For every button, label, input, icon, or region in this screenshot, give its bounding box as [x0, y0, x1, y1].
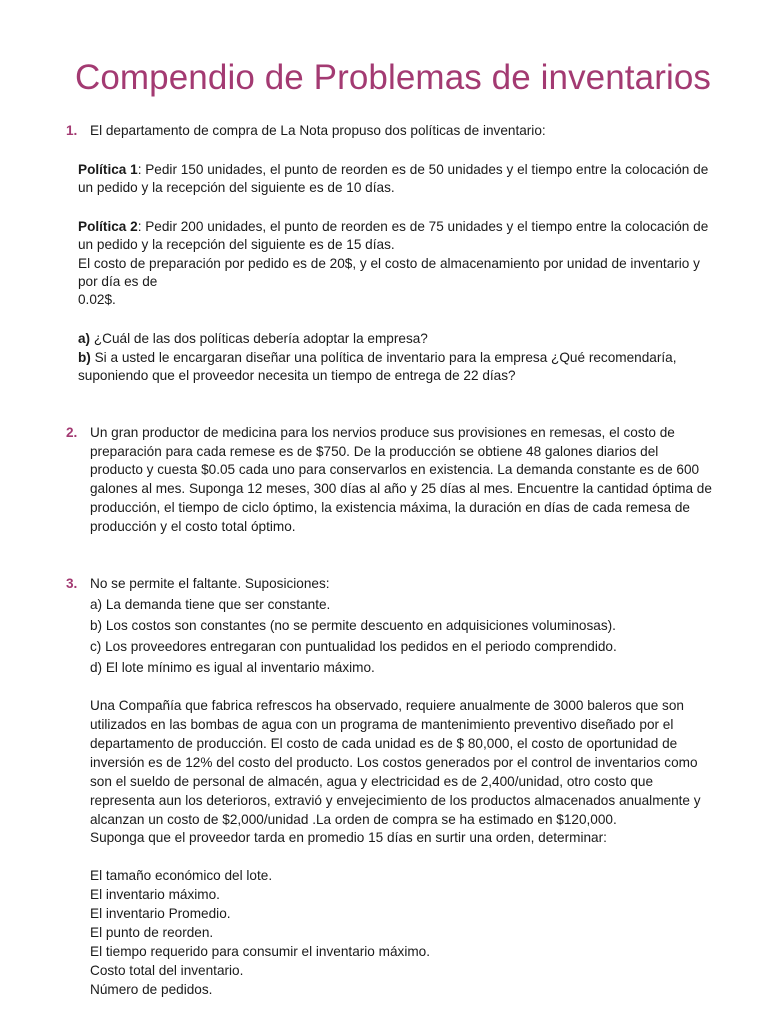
question-a [78, 330, 428, 348]
policy-1-text: : Pedir 150 unidades, el punto de reorden es de 50 unidades y el tiempo entre la colocación de [137, 162, 709, 177]
question-a-text: ¿Cuál de las dos políticas debería adoptar la empresa? [90, 331, 428, 346]
problem-3-body-line: representa aun los deterioros, extravió y envejecimiento de los productos almacenados anualmente y [90, 793, 701, 808]
problem-1-number: 1. [66, 123, 78, 138]
cost-line-3: 0.02$. [78, 292, 116, 307]
problem-3-body-line: Suponga que el proveedor tarda en promedio 15 días en surtir una orden, determinar: [90, 830, 607, 845]
question-b-text: Si a usted le encargaran diseñar una política de inventario para la empresa ¿Qué recomendaría, [90, 350, 677, 365]
problem-3-body-line: alcanzan un costo de $2,000/unidad .La orden de compra se ha estimado en $120,000. [90, 812, 617, 827]
problem-3-item: Costo total del inventario. [90, 963, 244, 978]
problem-2-line: Un gran productor de medicina para los nervios produce sus provisiones en remesas, el costo de [90, 425, 675, 440]
problem-3-item: El punto de reorden. [90, 925, 214, 940]
problem-2-line: preparación para cada remese es de $750. De la producción se obtiene 48 galones diarios del [90, 444, 659, 459]
policy-2-line-2: un pedido y la recepción del siguiente es de 15 días. [78, 237, 395, 252]
question-b-line-2: suponiendo que el proveedor necesita un tiempo de entrega de 22 días? [78, 368, 516, 383]
problem-3-item: El inventario máximo. [90, 887, 220, 902]
problem-2-line: producto y cuesta $0.05 cada uno para conservarlos en existencia. La demanda constante es de 600 [90, 462, 700, 477]
policy-2-text: : Pedir 200 unidades, el punto de reorden es de 75 unidades y el tiempo entre la colocación de [137, 219, 709, 234]
policy-1-line-1 [78, 161, 708, 179]
cost-line-2: por día es de [78, 274, 158, 289]
problem-2-line: galones al mes. Suponga 12 meses, 300 días al año y 25 días al mes. Encuentre la cantidad óptima de [90, 481, 712, 496]
policy-1-line-2: un pedido y la recepción del siguiente es de 10 días. [78, 180, 395, 195]
question-b-label: b) [78, 350, 91, 365]
problem-3-body-line: departamento de producción. El costo de cada unidad es de $ 80,000, el costo de oportunidad de [90, 736, 678, 751]
problem-2-line: producción y el costo total óptimo. [90, 519, 296, 534]
problem-3-item: El inventario Promedio. [90, 906, 231, 921]
policy-2-label: Política 2 [78, 219, 138, 234]
problem-3-item: El tamaño económico del lote. [90, 868, 273, 883]
problem-3-number: 3. [66, 576, 78, 591]
assumption-line: c) Los proveedores entregaran con puntualidad los pedidos en el periodo comprendido. [90, 639, 617, 654]
problem-3-item: El tiempo requerido para consumir el inventario máximo. [90, 944, 430, 959]
problem-1-intro: El departamento de compra de La Nota propuso dos políticas de inventario: [90, 123, 546, 138]
problem-3-body-line: inversión es de 12% del costo del producto. Los costos generados por el control de inventarios como [90, 755, 698, 770]
policy-1-label: Política 1 [78, 162, 138, 177]
problem-2-line: producción, el tiempo de ciclo óptimo, la existencia máxima, la duración en días de cada remesa de [90, 500, 690, 515]
assumption-line: No se permite el faltante. Suposiciones: [90, 576, 330, 591]
problem-2-number: 2. [66, 425, 78, 440]
problem-3-item: Número de pedidos. [90, 982, 213, 997]
assumption-line: b) Los costos son constantes (no se permite descuento en adquisiciones voluminosas). [90, 618, 616, 633]
problem-3-body-line: Una Compañía que fabrica refrescos ha observado, requiere anualmente de 3000 baleros que son [90, 698, 684, 713]
page-title: Compendio de Problemas de inventarios [74, 58, 711, 97]
policy-2-line-1 [78, 218, 708, 236]
question-a-label: a) [78, 331, 91, 346]
assumption-line: d) El lote mínimo es igual al inventario máximo. [90, 660, 375, 675]
cost-line-1: El costo de preparación por pedido es de 20$, y el costo de almacenamiento por unidad de inventario y [78, 256, 700, 271]
problem-3-body-line: son el sueldo de personal de almacén, agua y electricidad es de 2,400/unidad, otro costo que [90, 774, 654, 789]
problem-3-body-line: utilizados en las bombas de agua con un programa de mantenimiento preventivo diseñado por el [90, 717, 674, 732]
question-b-line-1 [78, 349, 676, 367]
assumption-line: a) La demanda tiene que ser constante. [90, 597, 331, 612]
